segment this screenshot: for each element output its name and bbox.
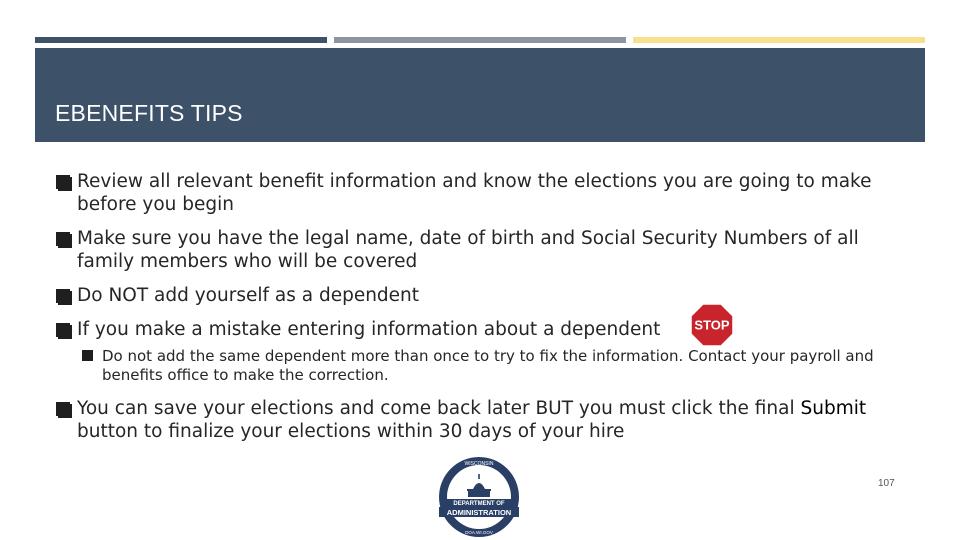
bullet-list xyxy=(56,170,916,443)
sub-bullet-text: Do not add the same dependent more than once to try to fix the information. Contact your payroll and benefits office to make the correction. xyxy=(102,347,874,384)
bullet-item xyxy=(56,397,916,443)
accent-bar-yellow xyxy=(633,37,925,43)
department-seal-logo xyxy=(437,455,521,539)
stop-sign-label: STOP xyxy=(694,317,730,333)
accent-bar-gray xyxy=(334,37,626,43)
bullet-item xyxy=(56,284,916,307)
bullet-text-after: button to finalize your elections within 30 days of your hire xyxy=(77,421,625,442)
page-number: 107 xyxy=(878,478,895,489)
checkbox-bullet-icon xyxy=(56,232,70,246)
slide-title: EBENEFITS TIPS xyxy=(55,100,243,126)
checkbox-bullet-icon xyxy=(56,289,70,303)
seal-line2: ADMINISTRATION xyxy=(446,508,512,517)
bullet-text-before: You can save your elections and come back later BUT you must click the final xyxy=(77,398,801,419)
seal-top-text: WISCONSIN xyxy=(464,461,494,467)
title-banner xyxy=(35,48,925,142)
bullet-text: Review all relevant benefit information and know the elections you are going to make before you begin xyxy=(77,171,872,215)
sub-bullet-item xyxy=(82,347,916,385)
checkbox-bullet-icon xyxy=(56,402,70,416)
bullet-item xyxy=(56,227,916,273)
bullet-item xyxy=(56,318,916,341)
bullet-text: If you make a mistake entering information about a dependent xyxy=(77,319,661,340)
seal-line1: DEPARTMENT OF xyxy=(453,501,505,507)
submit-emphasis: Submit xyxy=(800,398,867,419)
bullet-text: Make sure you have the legal name, date of birth and Social Security Numbers of all family members who will be covered xyxy=(77,228,859,272)
accent-bar-navy xyxy=(35,37,327,43)
checkbox-bullet-icon xyxy=(56,323,70,337)
checkbox-bullet-icon xyxy=(82,350,93,361)
bullet-item xyxy=(56,170,916,216)
checkbox-bullet-icon xyxy=(56,175,70,189)
seal-bottom-text: DOA.WI.GOV xyxy=(465,530,493,535)
bullet-text: Do NOT add yourself as a dependent xyxy=(77,285,420,306)
stop-sign-icon xyxy=(690,303,734,347)
